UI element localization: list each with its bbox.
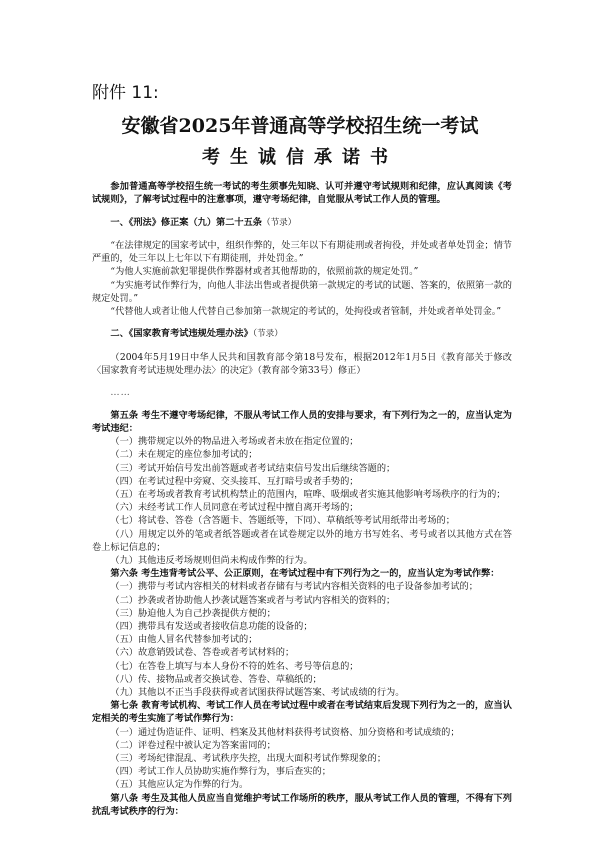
document-subtitle: 考生诚信承诺书 bbox=[202, 147, 398, 168]
article-6-item-3: （三）胁迫他人为自己抄袭提供方便的； bbox=[110, 607, 276, 619]
article-5-item-8: （八）用规定以外的笔或者纸答题或者在试卷规定以外的地方书写姓名、考号或者以其他方式在答卷上标记信息的； bbox=[92, 528, 512, 553]
article-6-item-9: （九）其他以不正当手段获得或者试图获得试题答案、考试成绩的行为。 bbox=[110, 687, 405, 699]
article-7-item-2: （二）评卷过程中被认定为答案雷同的； bbox=[110, 739, 276, 751]
article-5-item-4: （四）在考试过程中旁窥、交头接耳、互打暗号或者手势的； bbox=[110, 475, 359, 487]
article-7-item-4: （四）考试工作人员协助实施作弊行为，事后查实的； bbox=[110, 766, 331, 778]
article-7-item-1: （一）通过伪造证件、证明、档案及其他材料获得考试资格、加分资格和考试成绩的； bbox=[110, 726, 460, 738]
article-6-item-4: （四）携带具有发送或者接收信息功能的设备的； bbox=[110, 621, 313, 633]
section-2-title: 二、《国家教育考试违规处理办法》 bbox=[110, 328, 253, 340]
article-7-heading: 第七条 教育考试机构、考试工作人员在考试过程中或者在考试结束后发现下列行为之一的，应当认定相关的考生实施了考试作弊行为： bbox=[92, 700, 512, 725]
article-5-item-5: （五）在考场或者教育考试机构禁止的范围内，喧哗、吸烟或者实施其他影响考场秩序的行为的； bbox=[110, 488, 506, 500]
article-5-item-2: （二）未在规定的座位参加考试的； bbox=[110, 449, 258, 461]
section-1-title: 一、《刑法》修正案（九）第二十五条 bbox=[110, 216, 262, 228]
article-5-item-3: （三）考试开始信号发出前答题或者考试结束信号发出后继续答题的； bbox=[110, 462, 396, 474]
section-2-note: （节录） bbox=[252, 329, 283, 340]
article-8-heading: 第八条 考生及其他人员应当自觉维护考试工作场所的秩序，服从考试工作人员的管理，不得有下列扰乱考试秩序的行为： bbox=[92, 792, 512, 817]
section-2-heading bbox=[92, 327, 512, 341]
article-5-item-6: （六）未经考试工作人员同意在考试过程中擅自离开考场的； bbox=[110, 502, 359, 514]
article-6-item-6: （六）故意销毁试卷、答卷或者考试材料的； bbox=[110, 647, 295, 659]
article-5-item-9: （九）其他违反考场规则但尚未构成作弊的行为。 bbox=[110, 555, 313, 566]
article-7-item-5: （五）其他应认定为作弊的行为。 bbox=[110, 779, 249, 791]
attachment-label: 附件 11: bbox=[92, 83, 159, 103]
section-1-note: （节录） bbox=[261, 217, 297, 228]
criminal-law-paragraph-4: “代替他人或者让他人代替自己参加第一款规定的考试的，处拘役或者管制，并处或者单处罚金。” bbox=[110, 306, 502, 317]
ellipsis: …… bbox=[110, 387, 131, 399]
document-body bbox=[92, 180, 512, 818]
criminal-law-paragraph-3: “为实施考试作弊行为，向他人非法出售或者提供第一款规定的考试的试题、答案的，依照第一款的规定处罚。” bbox=[92, 279, 512, 304]
document-title: 安徽省2025年普通高等学校招生统一考试 bbox=[121, 115, 479, 137]
article-7-item-3: （三）考场纪律混乱、考试秩序失控，出现大面积考试作弊现象的； bbox=[110, 753, 387, 765]
article-6-item-1: （一）携带与考试内容相关的材料或者存储有与考试内容相关资料的电子设备参加考试的； bbox=[110, 581, 478, 593]
article-6-item-8: （八）传、接物品或者交换试卷、答卷、草稿纸的； bbox=[110, 673, 322, 685]
article-5-item-1: （一）携带规定以外的物品进入考场或者未放在指定位置的； bbox=[110, 436, 359, 448]
article-5-item-7: （七）将试卷、答卷（含答题卡、答题纸等，下同）、草稿纸等考试用纸带出考场的； bbox=[110, 515, 455, 527]
article-6-heading: 第六条 考生违背考试公平、公正原则，在考试过程中有下列行为之一的，应当认定为考试作弊： bbox=[110, 568, 500, 580]
article-5-heading: 第五条 考生不遵守考场纪律，不服从考试工作人员的安排与要求，有下列行为之一的，应当认定为考试违纪： bbox=[92, 409, 512, 434]
criminal-law-paragraph-1: “在法律规定的国家考试中，组织作弊的，处三年以下有期徒刑或者拘役，并处或者单处罚金；情节严重的，处三年以上七年以下有期徒刑，并处罚金。” bbox=[92, 239, 512, 265]
intro-paragraph: 参加普通高等学校招生统一考试的考生须事先知晓、认可并遵守考试规则和纪律，应认真阅读《考试规则》，了解考试过程中的注意事项，遵守考场纪律，自觉服从考试工作人员的管理。 bbox=[92, 181, 512, 206]
article-6-item-5: （五）由他人冒名代替参加考试的； bbox=[110, 634, 258, 646]
article-6-item-7: （七）在答卷上填写与本人身份不符的姓名、考号等信息的； bbox=[110, 660, 359, 672]
section-1-heading bbox=[92, 216, 512, 230]
regulation-source: （2004年5月19日中华人民共和国教育部令第18号发布，根据2012年1月5日《教育部关于修改〈国家教育考试违规处理办法〉的决定》（教育部令第33号）修正） bbox=[92, 351, 512, 376]
article-6-item-2: （二）抄袭或者协助他人抄袭试题答案或者与考试内容相关的资料的； bbox=[110, 594, 396, 606]
criminal-law-paragraph-2: “为他人实施前款犯罪提供作弊器材或者其他帮助的，依照前款的规定处罚。” bbox=[110, 266, 419, 278]
